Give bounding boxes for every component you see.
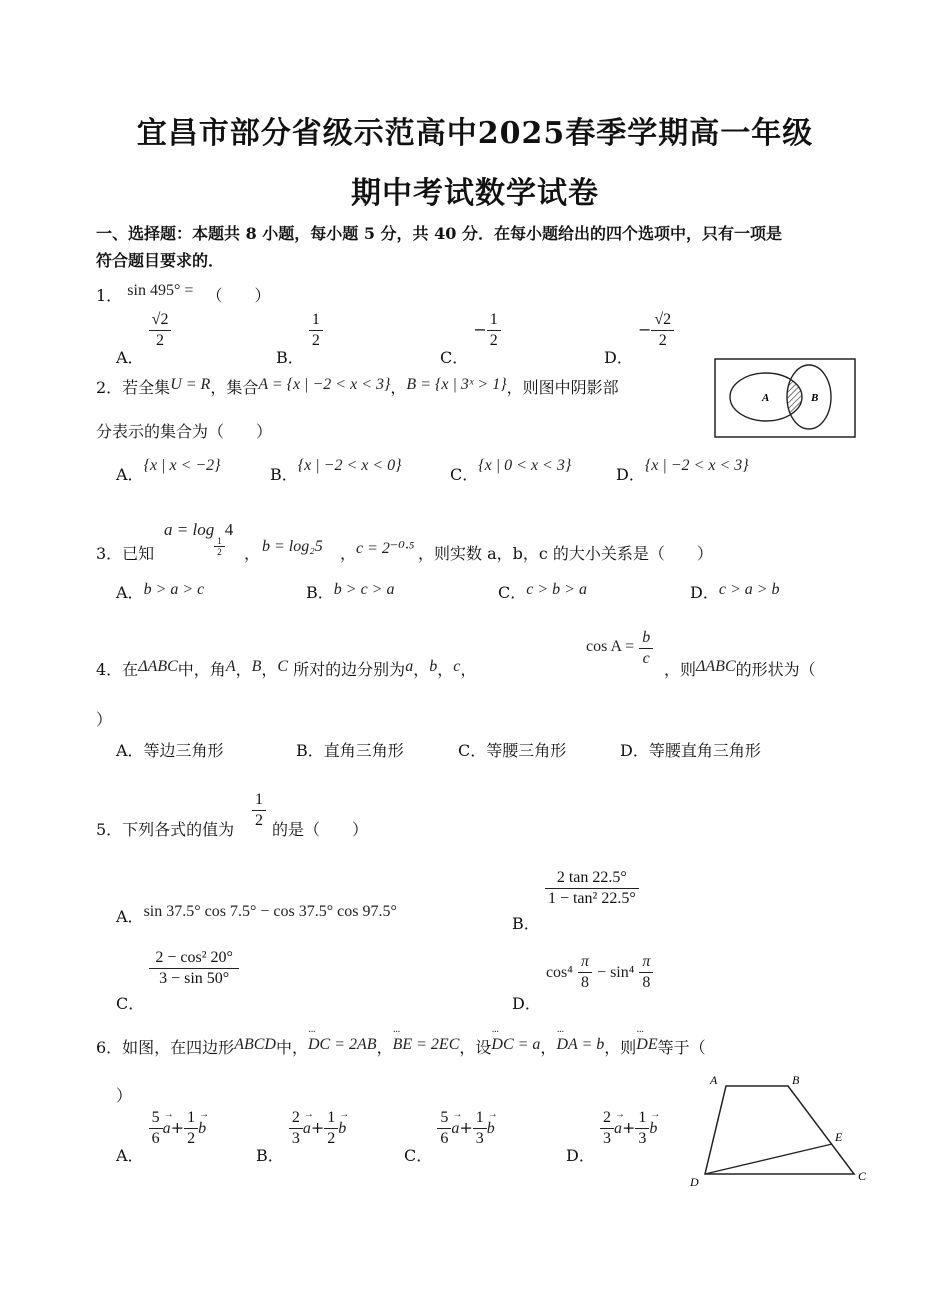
fig-label-a: A <box>710 1073 718 1087</box>
q5-option-b[interactable]: B． $\frac{2 \tan 22.5^\circ}{\text{1 − tan² 22.5°}}$ <box>512 868 639 909</box>
q1-number: 1． <box>96 286 123 305</box>
q2-option-b[interactable]: B．{x | −2 < x < 0} <box>270 457 402 484</box>
question-6: 6．如图，在四边形ABCD中，··· DC = 2AB，··· BE = 2EC，设··· DC = a，··· DA = b，则··· DE等于（ <box>96 1038 706 1059</box>
fig-label-b: B <box>792 1073 800 1087</box>
question-5: 5．下列各式的值为 <box>96 820 235 839</box>
venn-diagram <box>714 358 856 438</box>
venn-label-a: A <box>762 392 770 404</box>
q6-option-d[interactable]: D． $\frac{2}{3}$ → a+ $\frac{1}{3}$ → b <box>566 1108 657 1149</box>
venn-universe-box <box>715 359 855 437</box>
q2-universal-set: U = R <box>170 376 211 393</box>
question-3: 3．已知 <box>96 544 155 563</box>
q6-option-a[interactable]: A． $\frac{5}{6}$ → a+ $\frac{1}{2}$ → b <box>116 1108 206 1149</box>
q2-set-a: A = {x | −2 < x < 3} <box>258 376 391 393</box>
q4-option-d[interactable]: D．等腰直角三角形 <box>620 741 761 760</box>
q3-c-expression: c = 2⁻⁰·⁵ <box>356 540 415 557</box>
q5-option-d[interactable]: D． cos⁴ $\frac{\pi}{8}$ − sin⁴ $\frac{\pi}{8}$ <box>512 952 653 993</box>
page-title: 宜昌市部分省级示范高中2025春季学期高一年级 <box>136 116 814 151</box>
quadrilateral-figure <box>684 1070 874 1188</box>
question-2: 2．若全集U = R，集合A = {x | −2 < x < 3}，B = {x | 3ˣ > 1}，则图中阴影部 <box>96 376 619 397</box>
q1-b-fraction: $\frac{1}{2}$ <box>309 310 323 351</box>
q3-b-expression: b = log₂5 <box>262 538 323 555</box>
section-heading: 一、选择题：本题共 8 小题，每小题 5 分，共 40 分．在每小题给出的四个选项中，只有一项是 <box>96 224 782 243</box>
q6-option-b[interactable]: B． $\frac{2}{3}$ → a+ $\frac{1}{2}$ → b <box>256 1108 346 1149</box>
q5-half: $\frac{1}{2}$ <box>252 790 266 831</box>
q3-option-d[interactable]: D．c > a > b <box>690 581 780 602</box>
q1-option-a[interactable]: A． $\frac{√2}{2}$ <box>116 310 171 351</box>
q1-c-fraction: $\frac{1}{2}$ <box>487 310 501 351</box>
fig-label-d: D <box>690 1175 699 1188</box>
q4-cos-equation: cos A = $\frac{b}{c}$ <box>586 628 653 669</box>
q4-option-a[interactable]: A．等边三角形 <box>116 741 224 760</box>
question-2-cont: 分表示的集合为（ ） <box>96 422 273 441</box>
q1-option-b[interactable]: B． $\frac{1}{2}$ <box>276 310 323 351</box>
section-heading-cont: 符合题目要求的． <box>96 251 225 270</box>
q1-d-fraction: $\frac{√2}{2}$ <box>651 310 674 351</box>
question-4: 4．在ΔABC中，角A，B，C 所对的边分别为a，b，c， <box>96 658 477 679</box>
q3-option-c[interactable]: C．c > b > a <box>498 581 587 602</box>
segment-de <box>705 1144 832 1174</box>
q6-option-c[interactable]: C． $\frac{5}{6}$ → a+ $\frac{1}{3}$ → b <box>404 1108 495 1149</box>
q2-set-b: B = {x | 3ˣ > 1} <box>406 376 507 393</box>
venn-label-b: B <box>811 392 819 404</box>
q3-option-a[interactable]: A．b > a > c <box>116 581 205 602</box>
q2-option-a[interactable]: A．{x | x < −2} <box>116 457 221 484</box>
fig-label-c: C <box>858 1169 867 1183</box>
fig-label-e: E <box>835 1130 843 1144</box>
q2-option-d[interactable]: D．{x | −2 < x < 3} <box>616 457 749 484</box>
q5-option-c[interactable]: C． $\frac{\text{2 − cos² 20°}}{3 - \sin 50^\circ}$ <box>116 948 239 989</box>
q3-option-b[interactable]: B．b > c > a <box>306 581 395 602</box>
question-1 <box>96 282 271 307</box>
q1-option-d[interactable]: D． − $\frac{√2}{2}$ <box>604 310 674 351</box>
q1-paren: （ ） <box>206 286 271 305</box>
q1-option-c[interactable]: C． − $\frac{1}{2}$ <box>440 310 501 351</box>
page-subtitle: 期中考试数学试卷 <box>351 176 599 211</box>
quad-abcd <box>705 1086 854 1174</box>
q3-a-expression: a = log $_{\frac{1}{2}}$ 4 <box>164 520 234 557</box>
q1-a-fraction: $\frac{√2}{2}$ <box>149 310 172 351</box>
q4-option-c[interactable]: C．等腰三角形 <box>458 741 567 760</box>
q1-expression: sin 495° = <box>127 282 194 299</box>
q3-tail: ，则实数 a，b，c 的大小关系是（ ） <box>418 544 713 563</box>
q5-option-a[interactable]: A．sin 37.5° cos 7.5° − cos 37.5° cos 97.5° <box>116 903 397 926</box>
q4-option-b[interactable]: B．直角三角形 <box>296 741 404 760</box>
q2-option-c[interactable]: C．{x | 0 < x < 3} <box>450 457 572 484</box>
